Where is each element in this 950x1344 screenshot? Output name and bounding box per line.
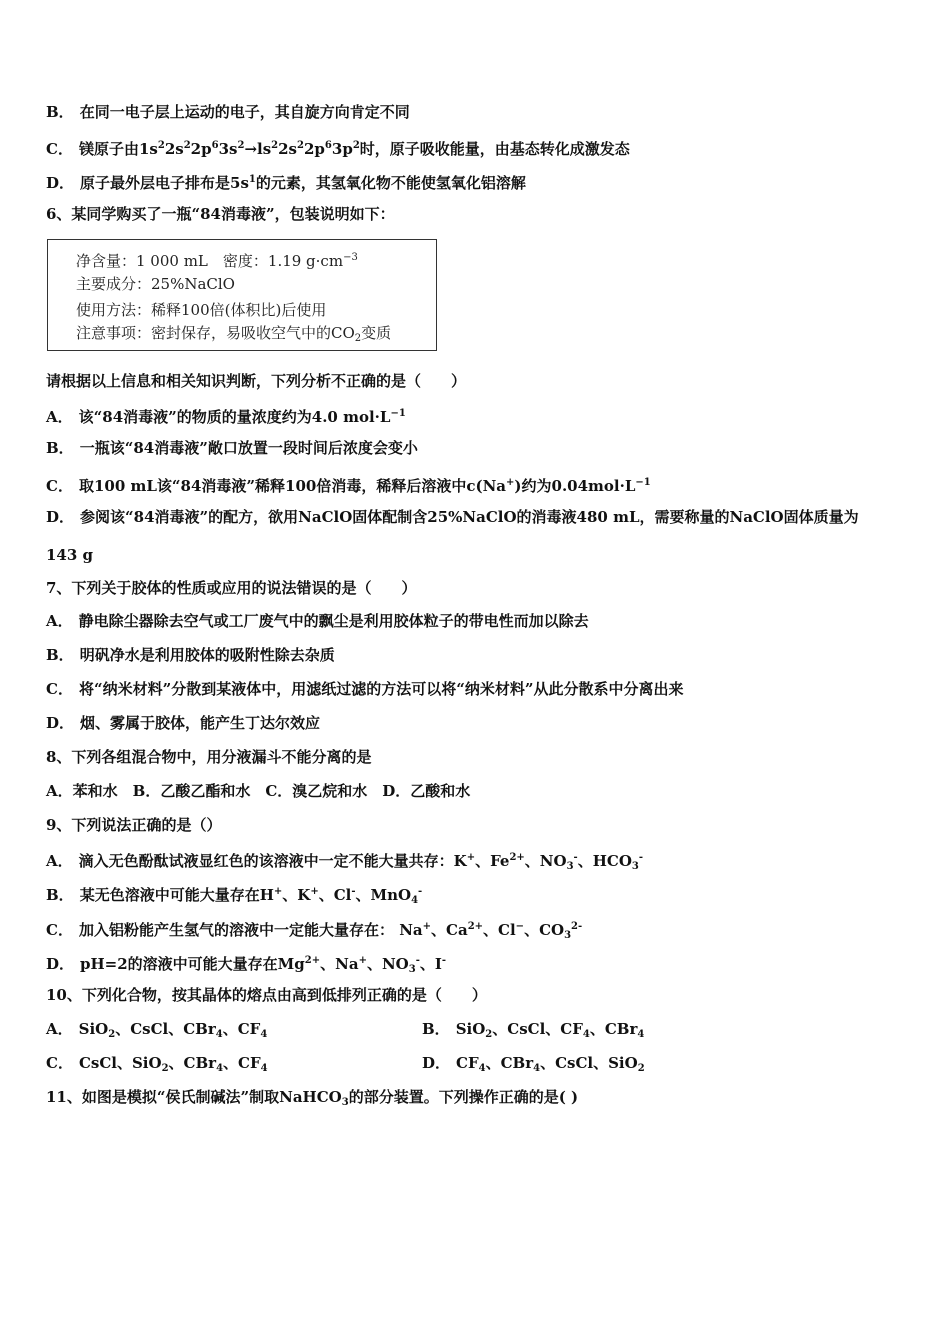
q10-options-row2 (46, 1053, 906, 1079)
q9-stem: 9、下列说法正确的是（） (46, 816, 222, 834)
q10-option-a: A． SiO$_2$、CsCl、CBr$_4$、$CF_4$ (46, 1020, 268, 1040)
q11-stem: 11、如图是模拟“侯氏制碱法”制取NaHCO$_3$的部分装置。下列操作正确的是( ) (46, 1088, 579, 1108)
q7-option-a: A． 静电除尘器除去空气或工厂废气中的飘尘是利用胶体粒子的带电性而加以除去 (46, 612, 589, 630)
q6-option-c: C． 取100 mL该“84消毒液”稀释100倍消毒，稀释后溶液中c(Na+)约为$0.04mol\cdot L^{-1}$ (46, 477, 651, 495)
q10-option-d: D． $CF_4$、CBr$_4$、CsCl、SiO$_2$ (422, 1054, 645, 1074)
q9-option-b: B． 某无色溶液中可能大量存在H+、K+、Cl-、MnO$_4$- (46, 886, 423, 906)
q7-option-c: C． 将“纳米材料”分散到某液体中，用滤纸过滤的方法可以将“纳米材料”从此分散系中分离出来 (46, 680, 684, 698)
q6-option-d: D． 参阅该“84消毒液”的配方，欲用NaClO固体配制含25%NaClO的消毒液480 mL，需要称量的NaClO固体质量为 (46, 508, 859, 526)
q10-option-b: B． SiO$_2$、CsCl、$CF_4$、CBr$_4$ (422, 1020, 645, 1040)
q7-option-d: D． 烟、雾属于胶体，能产生丁达尔效应 (46, 714, 321, 732)
q8-stem: 8、下列各组混合物中，用分液漏斗不能分离的是 (46, 748, 372, 766)
q5-option-b: B． 在同一电子层上运动的电子，其自旋方向肯定不同 (46, 103, 410, 121)
q6-option-d-cont: 143 g (46, 546, 94, 564)
q7-stem: 7、下列关于胶体的性质或应用的说法错误的是（ ） (46, 579, 417, 597)
q6-option-a: A． 该“84消毒液”的物质的量浓度约为4.0 $mol\cdot L^{-1}$ (46, 408, 406, 426)
q5-option-c: C． 镁原子由$1s^22s^22p^63s^2\to ls^22s^22p^63p^2$时，原子吸收能量，由基态转化成激发态 (46, 140, 630, 158)
q6-stem: 6、某同学购买了一瓶“84消毒液”，包装说明如下： (46, 205, 395, 223)
q8-options: A．苯和水 B．乙酸乙酯和水 C．溴乙烷和水 D．乙酸和水 (46, 782, 471, 800)
product-label-box (47, 239, 437, 351)
box-line-ingredient: 主要成分：25%NaClO (76, 275, 235, 293)
q9-option-d: D． pH=2的溶液中可能大量存在$Mg^{2+}$、Na+、$NO_3^-$、I- (46, 955, 447, 975)
q10-option-c: C． CsCl、SiO$_2$、CBr$_4$、$CF_4$ (46, 1054, 268, 1074)
q5-option-d: D． 原子最外层电子排布是$5s^1$的元素，其氢氧化物不能使氢氧化铝溶解 (46, 174, 526, 192)
q10-options-row1 (46, 1019, 906, 1045)
q7-option-b: B． 明矾净水是利用胶体的吸附性除去杂质 (46, 646, 335, 664)
q6-question: 请根据以上信息和相关知识判断，下列分析不正确的是（ ） (46, 372, 467, 390)
q6-option-b: B． 一瓶该“84消毒液”敞口放置一段时间后浓度会变小 (46, 439, 418, 457)
box-line-volume: 净含量：1 000 mL 密度：1.19 $g\cdot cm^{-3}$ (76, 252, 358, 270)
q9-option-a: A． 滴入无色酚酞试液显红色的该溶液中一定不能大量共存：K+、$Fe^{2+}$、$NO_3^-$、$HCO_3^-$ (46, 852, 644, 872)
q9-option-c: C． 加入铝粉能产生氢气的溶液中一定能大量存在： Na+、$Ca^{2+}$、Cl−、$CO_3^{2-}$ (46, 921, 583, 941)
box-line-usage: 使用方法：稀释100倍(体积比)后使用 (76, 301, 327, 319)
box-line-notice: 注意事项：密封保存，易吸收空气中的$CO_2$变质 (76, 324, 392, 344)
q10-stem: 10、下列化合物，按其晶体的熔点由高到低排列正确的是（ ） (46, 986, 487, 1004)
